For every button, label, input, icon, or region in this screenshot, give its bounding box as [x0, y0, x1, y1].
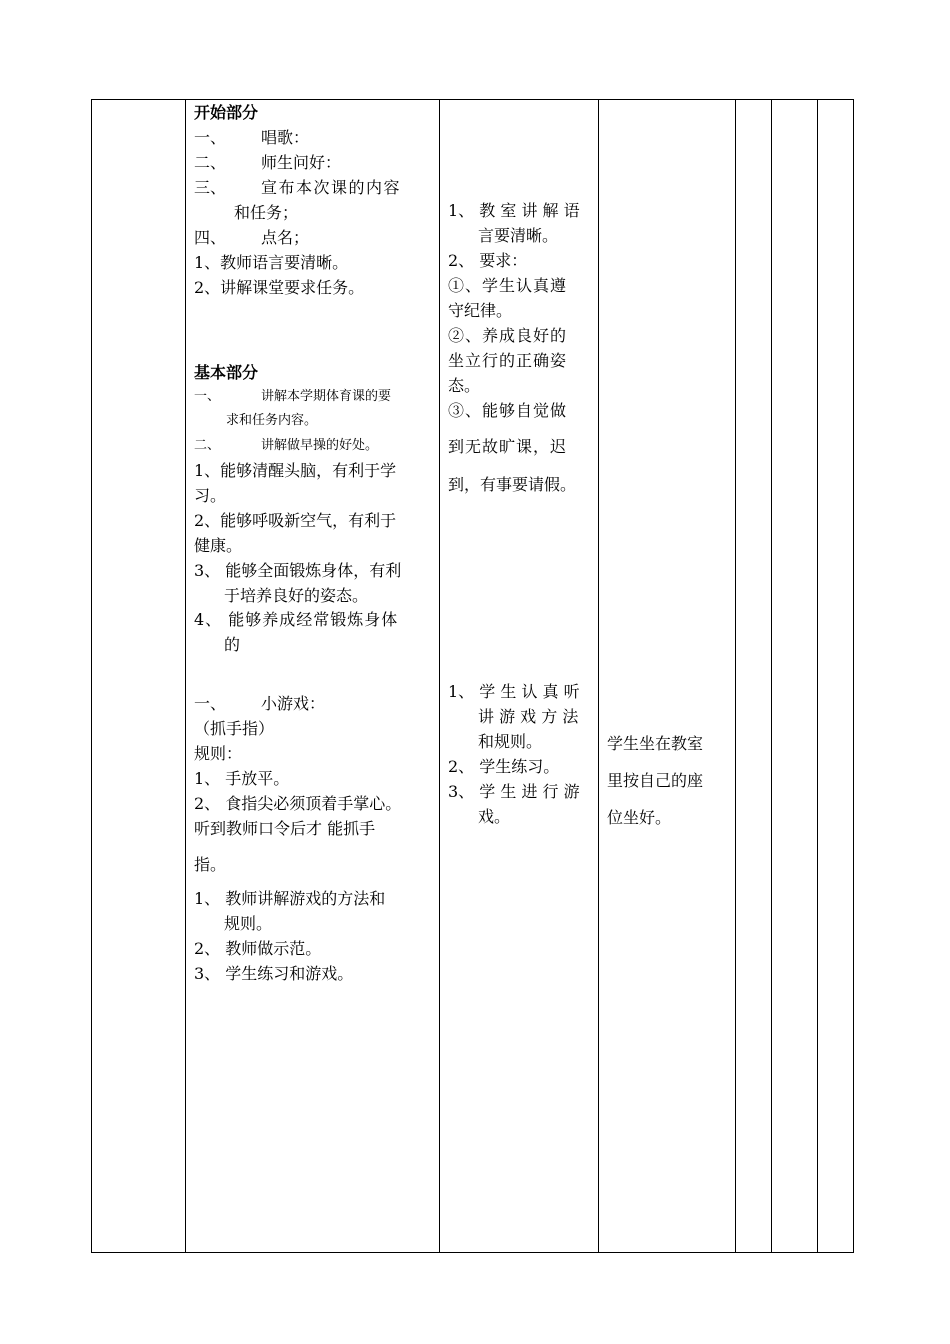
game-requirement-line: 戏。	[478, 807, 511, 826]
game-requirement-line: 1、 学 生 认 真 听	[448, 682, 580, 701]
game-line: 听到教师口令后才 能抓手	[194, 819, 376, 838]
game-requirement-line: 讲 游 戏 方 法	[478, 707, 579, 726]
requirement-line: 到，有事要请假。	[448, 475, 577, 494]
game-step: 3、 学生练习和游戏。	[194, 964, 354, 983]
benefit-line: 2、能够呼吸新空气，有利于	[194, 511, 397, 530]
game-step: 规则。	[224, 914, 273, 933]
list-item-continued: 和任务；	[234, 203, 299, 222]
list-item: 唱歌：	[261, 128, 310, 147]
requirement-line: ③、能够自觉做	[448, 401, 568, 420]
list-item-number: 二、	[194, 438, 221, 453]
game-line: （抓手指）	[194, 719, 275, 738]
column-empty	[772, 100, 817, 1252]
requirements-column	[440, 100, 598, 1252]
organization-line: 里按自己的座	[607, 771, 704, 790]
list-item-continued: 求和任务内容。	[226, 413, 318, 428]
requirement-line: 言要清晰。	[478, 226, 559, 245]
game-line: 指。	[194, 855, 227, 874]
benefit-line: 习。	[194, 486, 227, 505]
benefit-line: 的	[224, 635, 241, 654]
requirement-line: 态。	[448, 376, 481, 395]
list-item: 师生问好：	[261, 153, 342, 172]
list-item-number: 三、	[194, 178, 227, 197]
requirement-line: 坐立行的正确姿	[448, 351, 568, 370]
requirement-line: ②、养成良好的	[448, 326, 568, 345]
game-line: 1、 手放平。	[194, 769, 290, 788]
section-heading-basic: 基本部分	[194, 363, 259, 382]
game-requirement-line: 和规则。	[478, 732, 543, 751]
organization-column	[599, 100, 735, 1252]
requirement-line: 2、 要求：	[448, 251, 528, 270]
requirement-line: 到无故旷课，迟	[448, 437, 568, 456]
note-line: 2、讲解课堂要求任务。	[194, 278, 365, 297]
benefit-line: 健康。	[194, 536, 243, 555]
benefit-line: 4、 能够养成经常锻炼身体	[194, 610, 399, 629]
benefit-line: 于培养良好的姿态。	[224, 586, 369, 605]
game-requirement-line: 2、 学生练习。	[448, 757, 560, 776]
organization-line: 学生坐在教室	[607, 734, 704, 753]
list-item-number: 四、	[194, 228, 227, 247]
note-line: 1、教师语言要清晰。	[194, 253, 349, 272]
game-line: 规则：	[194, 744, 243, 763]
list-item: 小游戏：	[261, 694, 326, 713]
requirement-line: ①、学生认真遵	[448, 276, 568, 295]
requirement-line: 守纪律。	[448, 301, 513, 320]
benefit-line: 3、 能够全面锻炼身体，有利	[194, 561, 402, 580]
section-heading-start: 开始部分	[194, 103, 259, 122]
table-border	[853, 99, 854, 1253]
list-item-number: 一、	[194, 128, 227, 147]
benefit-line: 1、能够清醒头脑，有利于学	[194, 461, 397, 480]
list-item: 讲解本学期体育课的要	[261, 389, 392, 404]
list-item-number: 一、	[194, 694, 227, 713]
requirement-line: 1、 教 室 讲 解 语	[448, 201, 580, 220]
content-column	[186, 100, 439, 1252]
column-empty	[818, 100, 853, 1252]
column-empty	[736, 100, 771, 1252]
list-item-number: 一、	[194, 389, 221, 404]
game-step: 1、 教师讲解游戏的方法和	[194, 889, 386, 908]
game-line: 2、 食指尖必须顶着手掌心。	[194, 794, 402, 813]
table-bottom-border	[91, 1252, 854, 1253]
list-item: 宣布本次课的内容	[261, 178, 402, 197]
list-item-number: 二、	[194, 153, 227, 172]
organization-line: 位坐好。	[607, 808, 672, 827]
game-step: 2、 教师做示范。	[194, 939, 322, 958]
list-item: 点名；	[261, 228, 310, 247]
list-item: 讲解做早操的好处。	[261, 438, 379, 453]
game-requirement-line: 3、 学 生 进 行 游	[448, 782, 580, 801]
column-empty	[92, 100, 185, 1252]
